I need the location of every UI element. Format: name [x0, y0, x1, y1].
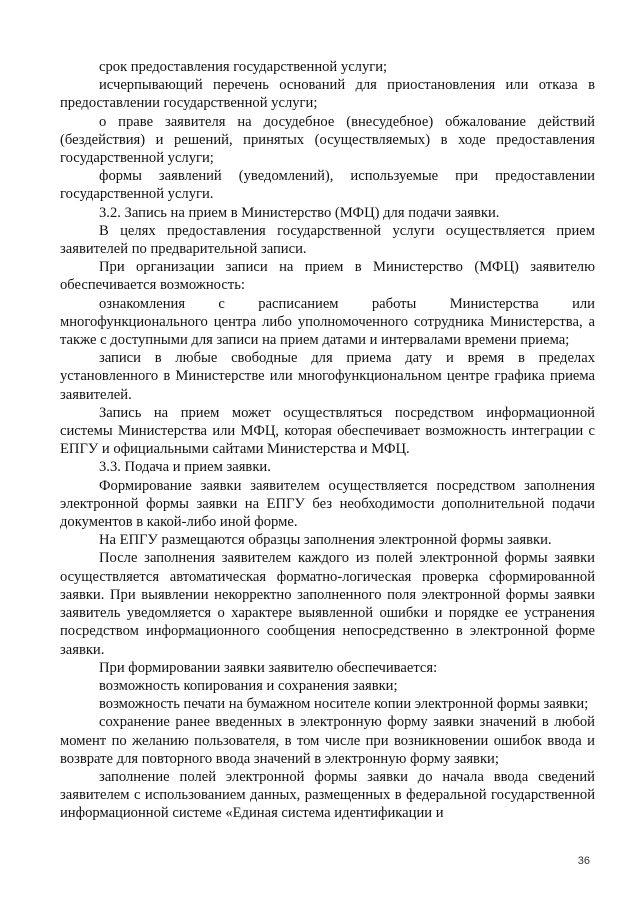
paragraph: исчерпывающий перечень оснований для приостановления или отказа в предоставлении государственной услуги;	[60, 77, 595, 112]
paragraph: На ЕПГУ размещаются образцы заполнения электронной формы заявки.	[99, 532, 552, 549]
document-body	[60, 58, 595, 823]
paragraph: о праве заявителя на досудебное (внесудебное) обжалование действий (бездействия) и решений, принятых (осуществляемых) в ходе предоставления государственной услуги;	[60, 113, 595, 167]
paragraph: срок предоставления государственной услуги;	[99, 59, 388, 75]
paragraph: возможность печати на бумажном носителе копии электронной формы заявки;	[99, 696, 589, 713]
paragraph: При формировании заявки заявителю обеспечивается:	[99, 659, 438, 676]
paragraph: ознакомления с расписанием работы Министерства или многофункционального центра либо уполномоченного сотрудника Министерства, а также с доступными для записи на прием датами и интервалами времени приема;	[60, 295, 595, 349]
paragraph: В целях предоставления государственной услуги осуществляется прием заявителей по предварительной записи.	[60, 222, 595, 258]
paragraph: Запись на прием может осуществляться посредством информационной системы Министерства или МФЦ, которая обеспечивает возможность интеграции с ЕПГУ и официальными сайтами Министерства и МФЦ.	[60, 404, 595, 458]
paragraph: формы заявлений (уведомлений), используемые при предоставлении государственной услуги.	[60, 168, 595, 203]
paragraph: заполнение полей электронной формы заявки до начала ввода сведений заявителем с использованием данных, размещенных в федеральной государственной информационной системе «Единая система идентификации и	[60, 768, 595, 822]
page-number: 36	[577, 855, 590, 867]
section-heading: 3.3. Подача и прием заявки.	[99, 459, 271, 476]
paragraph: возможность копирования и сохранения заявки;	[99, 677, 398, 694]
paragraph: При организации записи на прием в Министерство (МФЦ) заявителю обеспечивается возможность:	[60, 259, 595, 294]
paragraph: сохранение ранее введенных в электронную форму заявки значений в любой момент по желанию пользователя, в том числе при возникновении ошибок ввода и возврате для повторного ввода значений в электронную форму заявки;	[60, 714, 595, 767]
paragraph: Формирование заявки заявителем осуществляется посредством заполнения электронной формы заявки на ЕПГУ без необходимости дополнительной подачи документов в какой-либо иной форме.	[60, 477, 595, 531]
paragraph: записи в любые свободные для приема дату и время в пределах установленного в Министерстве или многофункциональном центре графика приема заявителей.	[60, 350, 595, 403]
paragraph: После заполнения заявителем каждого из полей электронной формы заявки осуществляется автоматическая форматно-логическая проверка сформированной заявки. При выявлении некорректно заполненного поля электронной формы заявки заявитель уведомляется о характере выявленной ошибки и порядке ее устранения посредством информационного сообщения непосредственно в электронной форме заявки.	[60, 550, 595, 658]
section-heading: 3.2. Запись на прием в Министерство (МФЦ) для подачи заявки.	[99, 204, 500, 221]
